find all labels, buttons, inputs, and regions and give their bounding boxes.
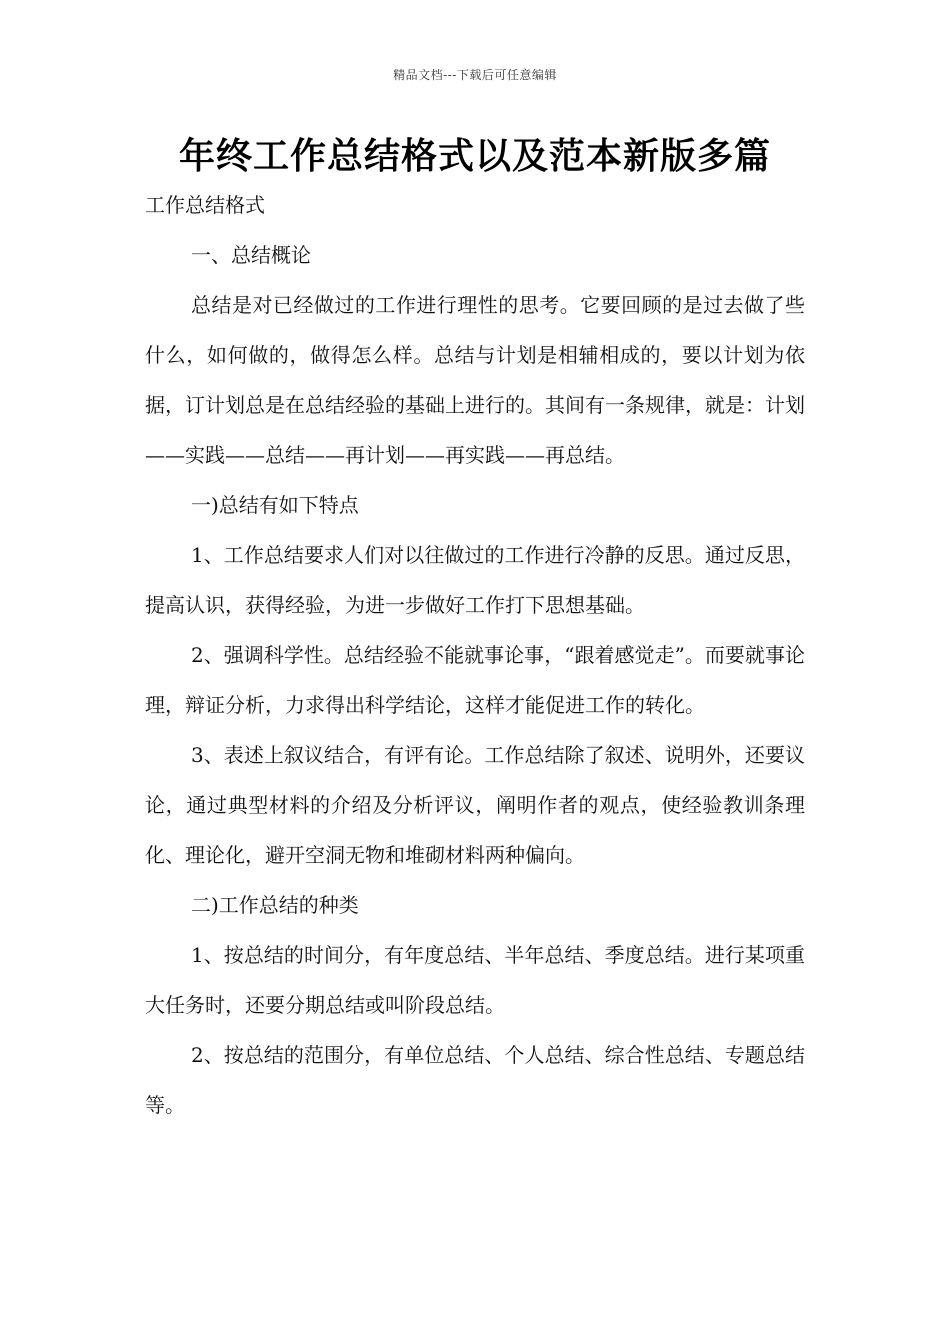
paragraph-feature-1: 1、工作总结要求人们对以往做过的工作进行冷静的反思。通过反思，提高认识，获得经验，为进一步做好工作打下思想基础。 <box>145 543 805 617</box>
paragraph-type-1: 1、按总结的时间分，有年度总结、半年总结、季度总结。进行某项重大任务时，还要分期总结或叫阶段总结。 <box>145 943 805 1017</box>
header-note: 精品文档---下载后可任意编辑 <box>393 68 557 82</box>
paragraph-type-2: 2、按总结的范围分，有单位总结、个人总结、综合性总结、专题总结等。 <box>145 1043 805 1117</box>
paragraph-feature-3: 3、表述上叙议结合，有评有论。工作总结除了叙述、说明外，还要议论，通过典型材料的介绍及分析评议，阐明作者的观点，使经验教训条理化、理论化，避开空洞无物和堆砌材料两种偏向。 <box>145 743 805 867</box>
subheading-types: 二)工作总结的种类 <box>191 893 359 917</box>
paragraph-feature-2: 2、强调科学性。总结经验不能就事论事，“跟着感觉走”。而要就事论理，辩证分析，力求得出科学结论，这样才能促进工作的转化。 <box>145 643 805 717</box>
document-body <box>145 180 805 1130</box>
subheading-features: 一)总结有如下特点 <box>191 493 359 517</box>
section-heading-overview: 一、总结概论 <box>191 243 311 267</box>
paragraph-overview: 总结是对已经做过的工作进行理性的思考。它要回顾的是过去做了些什么，如何做的，做得怎么样。总结与计划是相辅相成的，要以计划为依据，订计划总是在总结经验的基础上进行的。其间有一条规律，就是：计划——实践——总结——再计划——再实践——再总结。 <box>145 293 805 467</box>
document-title: 年终工作总结格式以及范本新版多篇 <box>178 136 771 177</box>
section-heading-format: 工作总结格式 <box>145 193 265 217</box>
